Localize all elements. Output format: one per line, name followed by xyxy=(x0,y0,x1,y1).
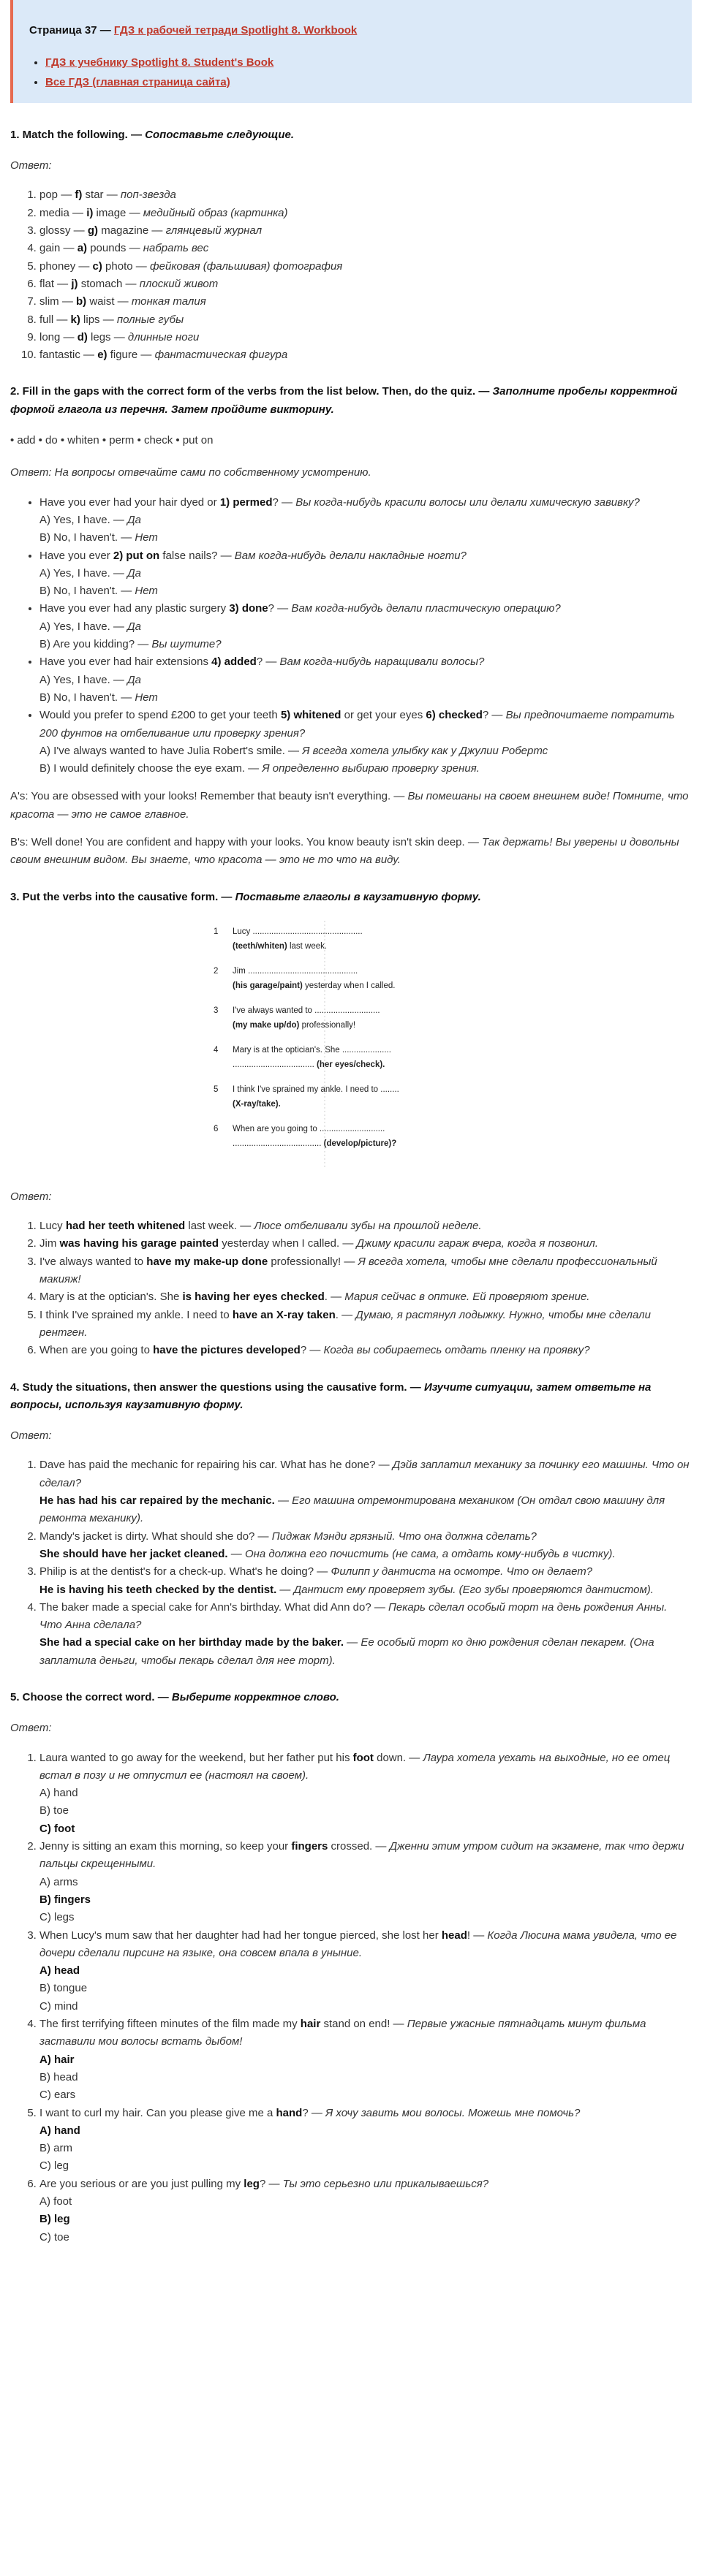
image-line-number: 6 xyxy=(214,1124,219,1133)
header-link-item xyxy=(45,74,676,91)
image-line-text: I've always wanted to ............................ xyxy=(233,1006,380,1015)
ex3-item: 6. When are you going to have the pictures developed? — Когда вы собираетесь отдать пленку на проявку? xyxy=(39,1342,692,1359)
image-line-text: (my make up/do) professionally! xyxy=(233,1020,356,1030)
ex1-item: 9. long — d) legs — длинные ноги xyxy=(39,329,692,346)
ex1-item: 5. phoney — c) photo — фейковая (фальшивая) фотография xyxy=(39,258,692,276)
ex3-exercise-image xyxy=(208,921,494,1169)
image-line-text: ................................... (her eyes/check). xyxy=(233,1060,385,1069)
answer-option: A) foot xyxy=(39,2195,72,2208)
image-line-text: ...................................... (develop/picture)? xyxy=(233,1139,397,1148)
page-title: Страница 37 — ГДЗ к рабочей тетради Spotlight 8. Workbook xyxy=(29,24,358,37)
image-line-text: (X-ray/take). xyxy=(233,1099,281,1109)
ex3-item: 3. I've always wanted to have my make-up done professionally! — Я всегда хотела, чтобы мне сделали профессиональный макияж! xyxy=(39,1253,692,1289)
ex5-item: 5. I want to curl my hair. Can you please give me a hand? — Я хочу завить мои волосы. Можешь мне помочь? A) hand B) arm C) leg xyxy=(39,2105,692,2176)
ex4-item: 1. Dave has paid the mechanic for repairing his car. What has he done? — Дэйв заплатил механику за починку его машины. Что он сделал? He has had his car repaired by the mechanic. — Его машина отремонтирована механиком (Он отдал свою машину для ремонта механику). xyxy=(39,1456,692,1527)
ex1-item: 4. gain — a) pounds — набрать вес xyxy=(39,240,692,257)
answer-option: A) arms xyxy=(39,1875,78,1888)
ex1-item: 3. glossy — g) magazine — глянцевый журнал xyxy=(39,222,692,240)
image-line-text: Lucy ............................................... xyxy=(233,927,363,936)
ex5-item: 1. Laura wanted to go away for the weekend, but her father put his foot down. — Лаура хотела уехать на выходные, но ее отец встал в позу и не отпустил ее (настоял на своем). A) hand B) toe C) foot xyxy=(39,1749,692,1838)
quiz-option: B) No, I haven't. — Нет xyxy=(39,531,158,544)
ex5-item: 6. Are you serious or are you just pulling my leg? — Ты это серьезно или прикалываешься? A) foot B) leg C) toe xyxy=(39,2176,692,2246)
image-line-text: Mary is at the optician's. She ..................... xyxy=(233,1045,391,1055)
answer-option: C) ears xyxy=(39,2089,76,2102)
workbook-link[interactable]: ГДЗ к рабочей тетради Spotlight 8. Workbook xyxy=(113,24,358,37)
quiz-option: A) Yes, I have. — Да xyxy=(39,620,141,633)
ex5-item: 4. The first terrifying fifteen minutes of the film made my hair stand on end! — Первые ужасные пятнадцать минут фильма заставили мои волосы встать дыбом! A) hair B) head C) ears xyxy=(39,2015,692,2104)
ex3-item: 4. Mary is at the optician's. She is having her eyes checked. — Мария сейчас в оптике. Ей проверяют зрение. xyxy=(39,1288,692,1306)
image-line-number: 4 xyxy=(214,1045,219,1055)
answer-option: C) toe xyxy=(39,2230,69,2243)
ex5-answer-label: Ответ: xyxy=(10,1722,52,1735)
quiz-option: B) I would definitely choose the eye exam. — Я определенно выбираю проверку зрения. xyxy=(39,762,480,775)
ex3-list xyxy=(10,1217,692,1359)
image-line-number: 3 xyxy=(214,1006,219,1015)
image-line-number: 5 xyxy=(214,1084,219,1094)
quiz-option: A) Yes, I have. — Да xyxy=(39,673,141,686)
answer-option: B) arm xyxy=(39,2142,72,2155)
ex5-item: 2. Jenny is sitting an exam this morning, so keep your fingers crossed. — Дженни этим утром сидит на экзамене, так что держи пальцы скрещенными. A) arms B) fingers C) legs xyxy=(39,1838,692,1926)
image-line-text: Jim ............................................... xyxy=(233,966,358,976)
ex1-answer-label: Ответ: xyxy=(10,159,52,172)
ex1-item: 8. full — k) lips — полные губы xyxy=(39,311,692,329)
answer-option: C) mind xyxy=(39,1999,78,2013)
answer-option: A) hand xyxy=(39,1787,78,1800)
ex4-item: 4. The baker made a special cake for Ann's birthday. What did Ann do? — Пекарь сделал особый торт на день рождения Анны. Что Анна сделала? She had a special cake on her birthday made by the baker. — Ее особый торт ко дню рождения сделан пекарем. (Она заплатила деньги, чтобы пекарь сделал для нее торт). xyxy=(39,1599,692,1670)
correct-option: A) hand xyxy=(39,2124,80,2137)
ex2-title: 2. Fill in the gaps with the correct form of the verbs from the list below. Then, do the quiz. — Заполните пробелы корректной формой глагола из перечня. Затем пройдите викторину. xyxy=(10,385,678,416)
image-line-text: (teeth/whiten) last week. xyxy=(233,941,328,951)
content xyxy=(10,103,692,2246)
ex2-quiz xyxy=(10,494,692,778)
quiz-option: B) No, I haven't. — Нет xyxy=(39,585,158,598)
ex4-item: 2. Mandy's jacket is dirty. What should she do? — Пиджак Мэнди грязный. Что она должна сделать? She should have her jacket cleaned. — Она должна его почистить (не сама, а отдать кому-нибудь в чистку). xyxy=(39,1528,692,1564)
answer-option: B) head xyxy=(39,2070,78,2083)
image-line-text: When are you going to ............................ xyxy=(233,1124,385,1133)
all-gdz-link[interactable]: Все ГДЗ (главная страница сайта) xyxy=(45,75,230,88)
ex1-title: 1. Match the following. — Сопоставьте следующие. xyxy=(10,128,295,141)
correct-option: A) hair xyxy=(39,2053,75,2066)
students-book-link[interactable]: ГДЗ к учебнику Spotlight 8. Student's Book xyxy=(45,56,274,69)
ex2-result-b: B's: Well done! You are confident and happy with your looks. You know beauty isn't skin deep. — Так держать! Вы уверены и довольны своим внешним видом. Вы знаете, что красота — это не то что на виду. xyxy=(10,835,679,867)
quiz-question: • Have you ever had any plastic surgery 3) done? — Вам когда-нибудь делали пластическую операцию? A) Yes, I have. — Да B) Are you kidding? — Вы шутите? xyxy=(39,600,692,653)
answer-option: C) leg xyxy=(39,2159,69,2173)
image-line-number: 2 xyxy=(214,966,219,976)
quiz-question: • Have you ever had your hair dyed or 1) permed? — Вы когда-нибудь красили волосы или делали химическую завивку? A) Yes, I have. — Да B) No, I haven't. — Нет xyxy=(39,494,692,547)
ex1-item: 1. pop — f) star — поп-звезда xyxy=(39,186,692,204)
ex4-list xyxy=(10,1456,692,1670)
quiz-question: • Would you prefer to spend £200 to get your teeth 5) whitened or get your eyes 6) checked? — Вы предпочитаете потратить 200 фунтов на отбеливание или проверку зрения? A) I've always wanted to have Julia Robert's smile. — Я всегда хотела улыбку как у Джулии Робертс B) I would definitely choose the eye exam. — Я определенно выбираю проверку зрения. xyxy=(39,707,692,778)
quiz-option: A) Yes, I have. — Да xyxy=(39,566,141,580)
quiz-question: • Have you ever had hair extensions 4) added? — Вам когда-нибудь наращивали волосы? A) Yes, I have. — Да B) No, I haven't. — Нет xyxy=(39,653,692,707)
quiz-option: A) Yes, I have. — Да xyxy=(39,513,141,526)
quiz-question: • Have you ever 2) put on false nails? — Вам когда-нибудь делали накладные ногти? A) Yes, I have. — Да B) No, I haven't. — Нет xyxy=(39,547,692,601)
ex4-item: 3. Philip is at the dentist's for a check-up. What's he doing? — Филипп у дантиста на осмотре. Что он делает? He is having his teeth checked by the dentist. — Дантист ему проверяет зубы. (Его зубы проверяются дантистом). xyxy=(39,1563,692,1599)
correct-option: B) leg xyxy=(39,2213,70,2226)
ex5-title: 5. Choose the correct word. — Выберите корректное слово. xyxy=(10,1691,339,1703)
correct-option: A) head xyxy=(39,1964,80,1977)
ex4-answer-label: Ответ: xyxy=(10,1429,52,1443)
ex2-result-a: A's: You are obsessed with your looks! Remember that beauty isn't everything. — Вы помешаны на своем внешнем виде! Помните, что красота — это не самое главное. xyxy=(10,790,689,821)
answer-option: B) tongue xyxy=(39,1982,88,1995)
ex2-answer-note: Ответ: На вопросы отвечайте сами по собственному усмотрению. xyxy=(10,466,371,479)
answer-option: B) toe xyxy=(39,1804,69,1817)
ex1-item: 2. media — i) image — медийный образ (картинка) xyxy=(39,205,692,222)
header-links xyxy=(29,54,676,91)
ex3-title: 3. Put the verbs into the causative form. — Поставьте глаголы в каузативную форму. xyxy=(10,890,481,903)
ex1-list xyxy=(10,186,692,364)
page-header xyxy=(10,0,692,103)
header-link-item xyxy=(45,54,676,72)
quiz-option: B) No, I haven't. — Нет xyxy=(39,691,158,704)
quiz-option: A) I've always wanted to have Julia Robert's smile. — Я всегда хотела улыбку как у Джулии Робертс xyxy=(39,744,548,757)
answer-option: C) legs xyxy=(39,1911,75,1924)
correct-option: B) fingers xyxy=(39,1893,91,1906)
ex3-item: 2. Jim was having his garage painted yesterday when I called. — Джиму красили гараж вчера, когда я позвонил. xyxy=(39,1235,692,1253)
ex1-item: 6. flat — j) stomach — плоский живот xyxy=(39,276,692,293)
correct-option: C) foot xyxy=(39,1822,75,1835)
quiz-option: B) Are you kidding? — Вы шутите? xyxy=(39,638,222,651)
ex3-item: 1. Lucy had her teeth whitened last week. — Люсе отбеливали зубы на прошлой неделе. xyxy=(39,1217,692,1235)
image-line-text: I think I've sprained my ankle. I need to ........ xyxy=(233,1084,399,1094)
ex2-word-list: • add • do • whiten • perm • check • put on xyxy=(10,434,214,447)
image-line-number: 1 xyxy=(214,927,219,936)
ex1-item: 7. slim — b) waist — тонкая талия xyxy=(39,293,692,311)
ex3-answer-label: Ответ: xyxy=(10,1190,52,1203)
ex4-title: 4. Study the situations, then answer the questions using the causative form. — Изучите ситуации, затем ответьте на вопросы, используя каузативную форму. xyxy=(10,1380,652,1411)
ex5-list xyxy=(10,1749,692,2246)
ex3-item: 5. I think I've sprained my ankle. I need to have an X-ray taken. — Думаю, я растянул лодыжку. Нужно, чтобы мне сделали рентген. xyxy=(39,1307,692,1342)
page xyxy=(10,0,692,2246)
ex1-item: 10. fantastic — e) figure — фантастическая фигура xyxy=(39,346,692,364)
image-line-text: (his garage/paint) yesterday when I called. xyxy=(233,981,396,990)
ex5-item: 3. When Lucy's mum saw that her daughter had had her tongue pierced, she lost her head! — Когда Люсина мама увидела, что ее дочери сделали пирсинг на языке, она совсем впала в уныние. A) head B) tongue C) mind xyxy=(39,1927,692,2015)
